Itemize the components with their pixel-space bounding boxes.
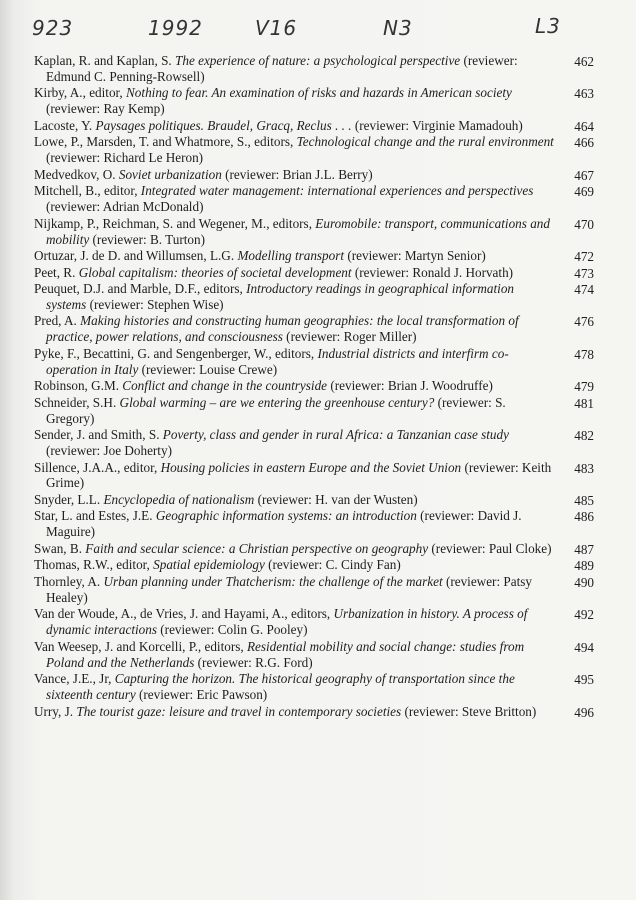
entry-text	[34, 378, 554, 394]
entry-author: Robinson, G.M.	[34, 378, 119, 394]
entry-page-number: 482	[574, 428, 594, 444]
handwritten-volume: V16	[255, 16, 298, 40]
entry-text	[34, 118, 554, 134]
entry-author: Pred, A.	[34, 313, 77, 329]
entry-page-number: 494	[574, 639, 594, 655]
entry-text	[34, 53, 554, 85]
entry-text	[34, 313, 554, 345]
entry-text	[34, 216, 554, 248]
entry-reviewer: (reviewer: Brian J. Woodruffe)	[330, 378, 493, 394]
index-entry	[34, 167, 594, 183]
entry-text	[34, 704, 554, 720]
index-entry	[34, 313, 594, 345]
entry-text	[34, 134, 554, 166]
entry-page-number: 463	[574, 86, 594, 102]
entry-reviewer: (reviewer: Patsy Healey)	[46, 573, 532, 605]
entry-title: Global capitalism: theories of societal development	[78, 264, 352, 280]
index-entry	[34, 265, 594, 281]
entry-author: Van Weesep, J. and Korcelli, P., editors,	[34, 638, 244, 654]
entry-reviewer: (reviewer: Eric Pawson)	[139, 687, 268, 702]
entry-author: Snyder, L.L.	[34, 491, 101, 507]
entry-page-number: 478	[574, 346, 594, 362]
entry-title: Spatial epidemiology	[153, 557, 265, 573]
entry-title: Poverty, class and gender in rural Africa: a Tanzanian case study	[162, 427, 509, 443]
index-entry	[34, 378, 594, 394]
index-entry	[34, 395, 594, 427]
index-entry	[34, 281, 594, 313]
entry-text	[34, 508, 554, 540]
index-entry	[34, 85, 594, 117]
entry-text	[34, 606, 554, 638]
entry-reviewer: (reviewer: Joe Doherty)	[46, 443, 172, 459]
index-entry	[34, 460, 594, 492]
entry-author: Lowe, P., Marsden, T. and Whatmore, S., editors,	[34, 134, 294, 150]
entry-author: Kirby, A., editor,	[34, 85, 123, 101]
entry-text	[34, 427, 554, 459]
entry-reviewer: (reviewer: Roger Miller)	[286, 329, 417, 345]
entry-page-number: 476	[574, 314, 594, 330]
entry-page-number: 466	[574, 135, 594, 151]
entry-text	[34, 395, 554, 427]
entry-page-number: 462	[574, 54, 594, 69]
entry-title: Encyclopedia of nationalism	[103, 491, 255, 507]
entry-title: Capturing the horizon. The historical geography of transportation since the sixteenth century	[46, 671, 515, 702]
entry-title: Geographic information systems: an introduction	[155, 508, 417, 524]
entry-reviewer: (reviewer: Brian J.L. Berry)	[225, 166, 373, 182]
entry-page-number: 495	[574, 672, 594, 688]
entry-author: Pyke, F., Becattini, G. and Sengenberger, W., editors,	[34, 345, 315, 361]
entry-reviewer: (reviewer: Adrian McDonald)	[46, 199, 204, 215]
index-entry	[34, 557, 594, 573]
entry-page-number: 496	[574, 704, 594, 720]
entry-author: Ortuzar, J. de D. and Willumsen, L.G.	[34, 248, 235, 264]
entry-reviewer: (reviewer: Richard Le Heron)	[46, 150, 204, 166]
index-entry	[34, 508, 594, 540]
entry-title: Urbanization in history. A process of dynamic interactions	[46, 606, 528, 638]
entry-text	[34, 265, 554, 281]
index-entry	[34, 574, 594, 606]
entry-title: Housing policies in eastern Europe and the Soviet Union	[160, 459, 462, 475]
entry-text	[34, 460, 554, 492]
book-review-index	[34, 53, 594, 720]
entry-author: Nijkamp, P., Reichman, S. and Wegener, M., editors,	[34, 215, 312, 231]
entry-text	[34, 492, 554, 508]
entry-page-number: 486	[574, 509, 594, 525]
index-entry	[34, 346, 594, 378]
entry-title: Introductory readings in geographical information systems	[46, 281, 515, 312]
entry-reviewer: (reviewer: Colin G. Pooley)	[160, 622, 308, 638]
handwritten-number: 923	[32, 16, 74, 40]
entry-page-number: 492	[574, 607, 594, 623]
entry-reviewer: (reviewer: Virginie Mamadouh)	[354, 117, 523, 133]
entry-page-number: 490	[574, 574, 594, 590]
entry-title: Making histories and constructing human geographies: the local transformation of practice, power relations, and consciousness	[46, 313, 519, 345]
entry-author: Urry, J.	[34, 703, 74, 719]
entry-page-number: 479	[574, 379, 594, 395]
entry-title: Paysages politiques. Braudel, Gracq, Reclus . . .	[95, 117, 352, 133]
entry-page-number: 485	[574, 492, 594, 508]
entry-text	[34, 248, 554, 264]
entry-page-number: 470	[574, 216, 594, 232]
entry-title: The experience of nature: a psychological perspective	[175, 53, 461, 68]
entry-author: Sender, J. and Smith, S.	[34, 427, 160, 443]
entry-author: Schneider, S.H.	[34, 394, 117, 410]
index-entry	[34, 53, 594, 85]
entry-reviewer: (reviewer: R.G. Ford)	[197, 654, 313, 670]
entry-reviewer: (reviewer: H. van der Wusten)	[257, 491, 418, 507]
entry-page-number: 473	[574, 265, 594, 281]
entry-page-number: 467	[574, 167, 594, 183]
entry-title: Industrial districts and interfirm co-operation in Italy	[46, 345, 509, 377]
entry-text	[34, 346, 554, 378]
entry-title: Integrated water management: international experiences and perspectives	[140, 183, 534, 199]
entry-author: Sillence, J.A.A., editor,	[34, 459, 158, 475]
entry-author: Van der Woude, A., de Vries, J. and Hayami, A., editors,	[34, 606, 331, 622]
handwritten-mark: L3	[535, 14, 561, 38]
entry-title: Faith and secular science: a Christian perspective on geography	[85, 540, 429, 556]
entry-reviewer: (reviewer: Louise Crewe)	[141, 361, 278, 377]
entry-page-number: 481	[574, 395, 594, 411]
index-entry	[34, 639, 594, 671]
entry-page-number: 472	[574, 249, 594, 265]
entry-author: Mitchell, B., editor,	[34, 183, 138, 199]
index-entry	[34, 492, 594, 508]
entry-title: Nothing to fear. An examination of risks and hazards in American society	[126, 85, 512, 101]
entry-page-number: 474	[574, 282, 594, 298]
entry-reviewer: (reviewer: Ray Kemp)	[46, 101, 165, 117]
entry-author: Peet, R.	[34, 264, 76, 280]
entry-author: Swan, B.	[34, 540, 82, 556]
index-entry	[34, 427, 594, 459]
index-entry	[34, 134, 594, 166]
entry-author: Vance, J.E., Jr,	[34, 671, 112, 687]
entry-text	[34, 557, 554, 573]
entry-page-number: 464	[574, 118, 594, 134]
index-entry	[34, 606, 594, 638]
entry-reviewer: (reviewer: C. Cindy Fan)	[268, 557, 401, 573]
entry-page-number: 483	[574, 460, 594, 476]
index-entry	[34, 704, 594, 720]
index-entry	[34, 118, 594, 134]
entry-reviewer: (reviewer: Edmund C. Penning-Rowsell)	[46, 53, 518, 84]
entry-reviewer: (reviewer: Stephen Wise)	[89, 296, 224, 312]
entry-reviewer: (reviewer: Paul Cloke)	[431, 540, 552, 556]
index-entry	[34, 248, 594, 264]
entry-reviewer: (reviewer: Steve Britton)	[404, 703, 537, 719]
entry-author: Lacoste, Y.	[34, 117, 93, 133]
entry-page-number: 469	[574, 184, 594, 200]
entry-author: Thomas, R.W., editor,	[34, 557, 150, 573]
handwritten-year: 1992	[148, 16, 203, 40]
entry-text	[34, 639, 554, 671]
entry-reviewer: (reviewer: Martyn Senior)	[347, 248, 486, 264]
entry-title: Euromobile: transport, communications and mobility	[46, 215, 550, 247]
index-entry	[34, 541, 594, 557]
entry-title: Residential mobility and social change: studies from Poland and the Netherlands	[46, 638, 525, 670]
entry-author: Star, L. and Estes, J.E.	[34, 508, 153, 524]
entry-title: Urban planning under Thatcherism: the challenge of the market	[103, 573, 443, 589]
entry-author: Kaplan, R. and Kaplan, S.	[34, 53, 172, 68]
entry-title: Modelling transport	[237, 248, 345, 264]
entry-title: Global warming – are we entering the greenhouse century?	[119, 394, 435, 410]
entry-text	[34, 671, 554, 703]
entry-title: Soviet urbanization	[118, 166, 222, 182]
entry-title: The tourist gaze: leisure and travel in contemporary societies	[76, 703, 402, 719]
entry-text	[34, 167, 554, 183]
entry-reviewer: (reviewer: David J. Maguire)	[46, 508, 522, 540]
index-entry	[34, 183, 594, 215]
entry-reviewer: (reviewer: Ronald J. Horvath)	[354, 264, 514, 280]
entry-text	[34, 85, 554, 117]
entry-author: Peuquet, D.J. and Marble, D.F., editors,	[34, 281, 243, 297]
entry-text	[34, 183, 554, 215]
entry-page-number: 489	[574, 558, 594, 574]
entry-text	[34, 281, 554, 313]
handwritten-reference-note	[30, 10, 616, 50]
index-entry	[34, 671, 594, 703]
entry-text	[34, 541, 554, 557]
index-entry	[34, 216, 594, 248]
entry-author: Thornley, A.	[34, 573, 101, 589]
entry-text	[34, 574, 554, 606]
entry-reviewer: (reviewer: B. Turton)	[92, 231, 205, 247]
entry-reviewer: (reviewer: S. Gregory)	[46, 394, 506, 426]
entry-reviewer: (reviewer: Keith Grime)	[46, 459, 552, 491]
entry-author: Medvedkov, O.	[34, 166, 116, 182]
entry-title: Conflict and change in the countryside	[122, 378, 328, 394]
handwritten-issue: N3	[383, 16, 413, 40]
entry-title: Technological change and the rural environment	[296, 134, 554, 150]
entry-page-number: 487	[574, 541, 594, 557]
